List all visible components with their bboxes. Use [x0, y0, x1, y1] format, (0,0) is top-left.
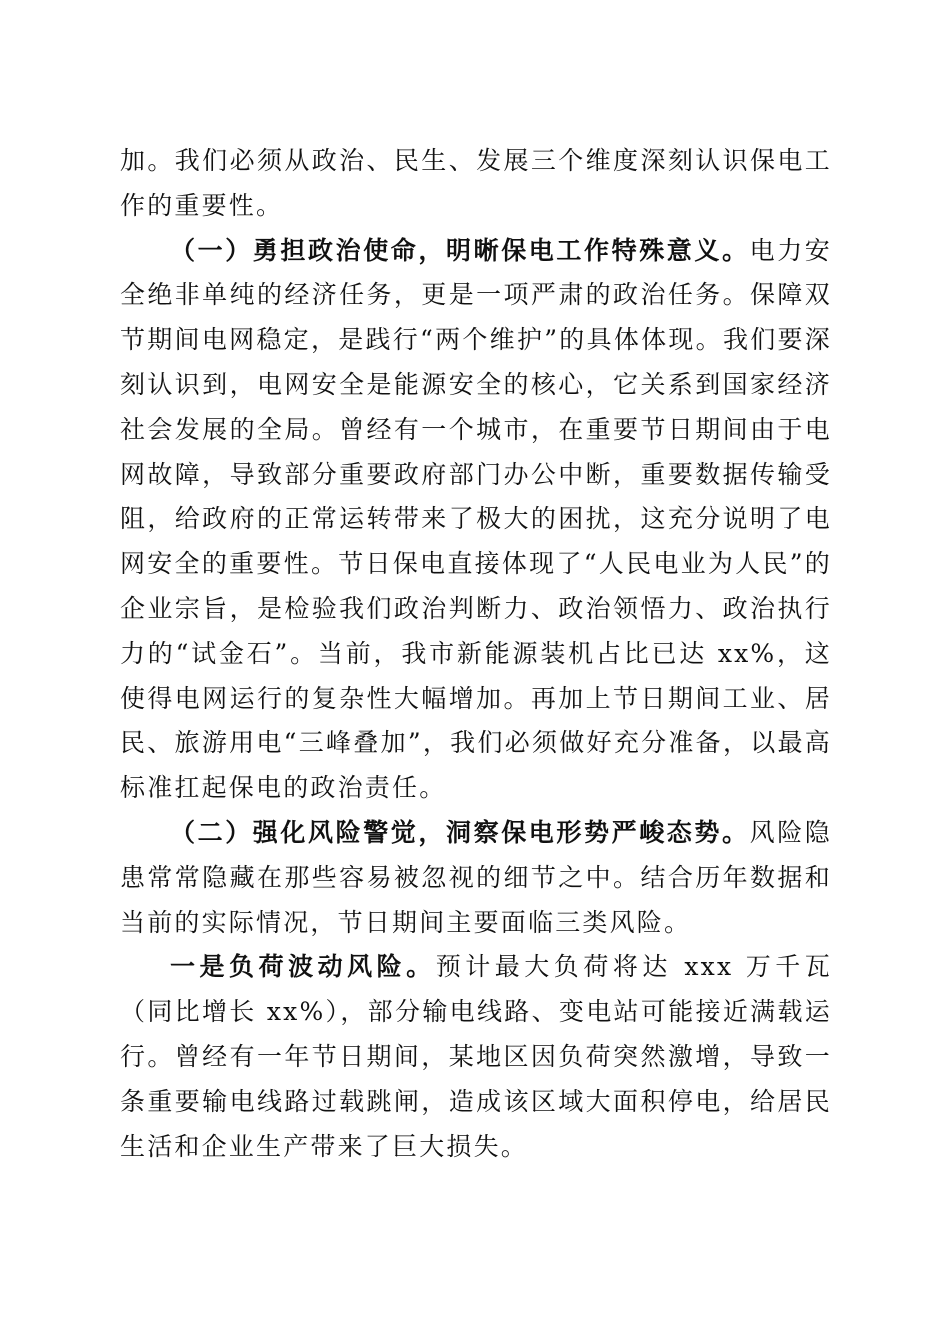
- document-body: [120, 139, 832, 1169]
- paragraph-load-risk: [120, 945, 832, 1169]
- paragraph-text: 电力安全绝非单纯的经济任务，更是一项严肃的政治任务。保障双节期间电网稳定，是践行“两个维护”的具体体现。我们要深刻认识到，电网安全是能源安全的核心，它关系到国家经济社会发展的全局。曾经有一个城市，在重要节日期间由于电网故障，导致部分重要政府部门办公中断，重要数据传输受阻，给政府的正常运转带来了极大的困扰，这充分说明了电网安全的重要性。节日保电直接体现了“人民电业为人民”的企业宗旨，是检验我们政治判断力、政治领悟力、政治执行力的“试金石”。当前，我市新能源装机占比已达 xx%，这使得电网运行的复杂性大幅增加。再加上节日期间工业、居民、旅游用电“三峰叠加”，我们必须做好充分准备，以最高标准扛起保电的政治责任。: [120, 235, 832, 803]
- paragraph-continuation: [120, 139, 832, 229]
- paragraph-section-two: [120, 811, 832, 945]
- section-heading-political-mission: （一）勇担政治使命，明晰保电工作特殊意义。: [170, 235, 750, 265]
- subheading-load-fluctuation-risk: 一是负荷波动风险。: [170, 952, 436, 982]
- paragraph-text: 预计最大负荷将达 xxx 万千瓦（同比增长 xx%），部分输电线路、变电站可能接近满载运行。曾经有一年节日期间，某地区因负荷突然激增，导致一条重要输电线路过载跳闸，造成该区域大面积停电，给居民生活和企业生产带来了巨大损失。: [120, 952, 832, 1161]
- paragraph-section-one: [120, 229, 832, 811]
- section-heading-risk-awareness: （二）强化风险警觉，洞察保电形势严峻态势。: [170, 817, 750, 847]
- paragraph-text: 加。我们必须从政治、民生、发展三个维度深刻认识保电工作的重要性。: [120, 146, 832, 220]
- paragraph-text: 风险隐患常常隐藏在那些容易被忽视的细节之中。结合历年数据和当前的实际情况，节日期间主要面临三类风险。: [120, 817, 832, 937]
